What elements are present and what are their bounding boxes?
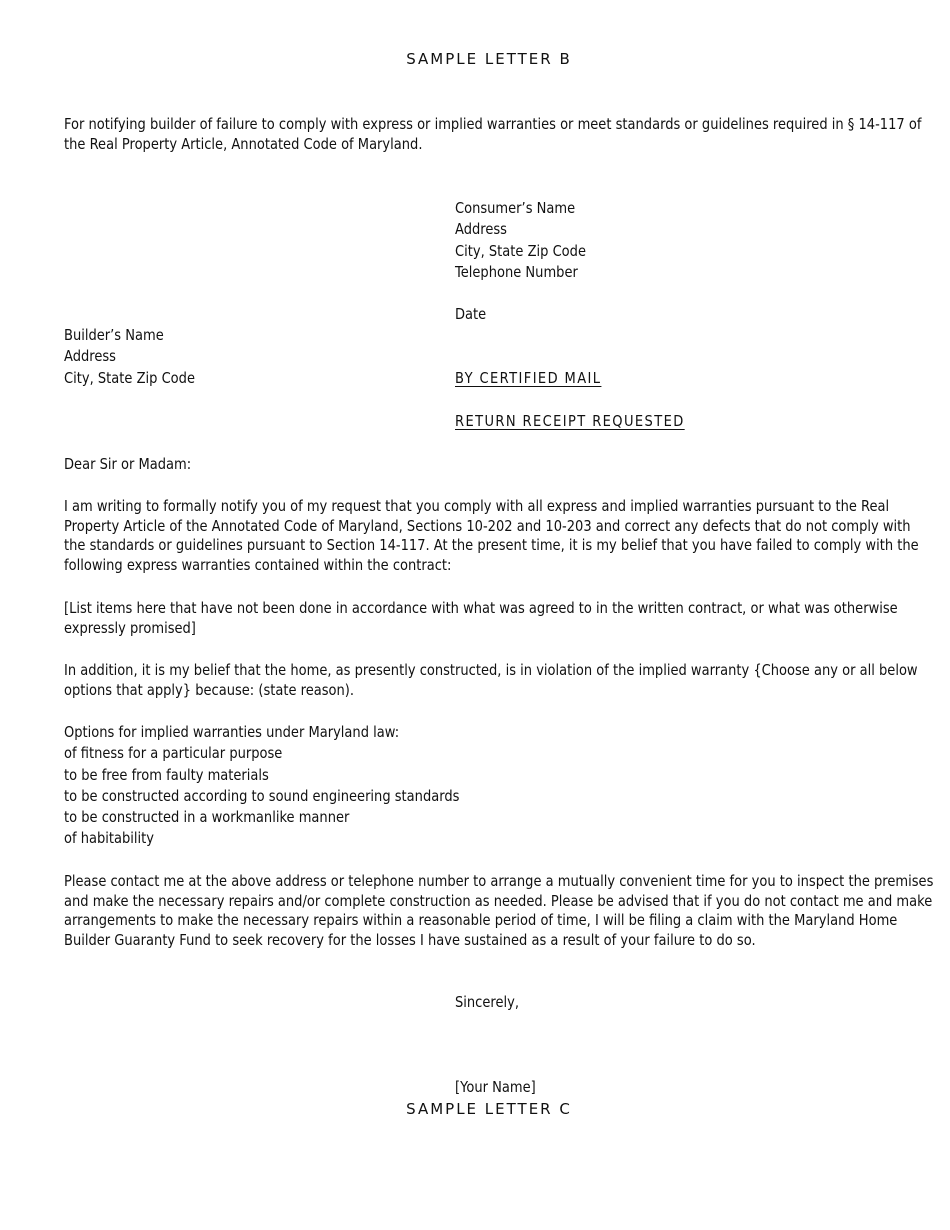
salutation: Dear Sir or Madam: xyxy=(64,455,192,473)
builder-city-state-zip: City, State Zip Code xyxy=(64,368,195,387)
consumer-telephone: Telephone Number xyxy=(455,262,578,281)
list-item: of habitability xyxy=(64,829,155,848)
return-receipt-notice: RETURN RECEIPT REQUESTED xyxy=(455,412,685,430)
list-item: to be constructed according to sound engineering standards xyxy=(64,786,460,805)
consumer-city-state-zip: City, State Zip Code xyxy=(455,241,586,260)
body-paragraph-2: [List items here that have not been done in accordance with what was agreed to in the written contract, or what was otherwise expressly promised] xyxy=(64,599,898,637)
letter-date: Date xyxy=(455,305,487,323)
certified-mail-notice: BY CERTIFIED MAIL xyxy=(455,369,602,387)
implied-warranty-options xyxy=(64,722,459,850)
letter-heading: SAMPLE LETTER B xyxy=(406,50,572,68)
list-item: to be free from faulty materials xyxy=(64,765,269,784)
body-paragraph-4: Please contact me at the above address or telephone number to arrange a mutually convenient time for you to inspect the premises and make the necessary repairs and/or complete construction as needed. Please be advised that if you do not contact me and make arrangements to make the necessary repairs within a reasonable period of time, I will be filing a claim with the Maryland Home Builder Guaranty Fund to seek recovery for the losses I have sustained as a result of your failure to do so. xyxy=(64,872,934,949)
body-paragraph-1: I am writing to formally notify you of my request that you comply with all express and implied warranties pursuant to the Real Property Article of the Annotated Code of Maryland, Sections 10-202 and 10-203 and correct any defects that do not comply with the standards or guidelines pursuant to Section 14-117. At the present time, it is my belief that you have failed to comply with the following express warranties contained within the contract: xyxy=(64,497,919,574)
list-item: of fitness for a particular purpose xyxy=(64,744,283,763)
body-paragraph-3: In addition, it is my belief that the home, as presently constructed, is in violation of the implied warranty {Choose any or all below options that apply} because: (state reason). xyxy=(64,661,918,699)
consumer-name: Consumer’s Name xyxy=(455,199,576,217)
next-letter-heading: SAMPLE LETTER C xyxy=(406,1100,572,1118)
closing: Sincerely, xyxy=(455,993,519,1011)
signature-placeholder: [Your Name] xyxy=(455,1078,536,1096)
sender-address-block xyxy=(455,198,586,283)
consumer-address: Address xyxy=(455,220,507,239)
options-heading: Options for implied warranties under Maryland law: xyxy=(64,723,400,741)
list-item: to be constructed in a workmanlike manner xyxy=(64,808,350,827)
builder-address: Address xyxy=(64,347,116,366)
intro-paragraph: For notifying builder of failure to comply with express or implied warranties or meet standards or guidelines required in § 14-117 of the Real Property Article, Annotated Code of Maryland. xyxy=(64,115,922,153)
recipient-address-block xyxy=(64,325,195,389)
builder-name: Builder’s Name xyxy=(64,326,164,344)
